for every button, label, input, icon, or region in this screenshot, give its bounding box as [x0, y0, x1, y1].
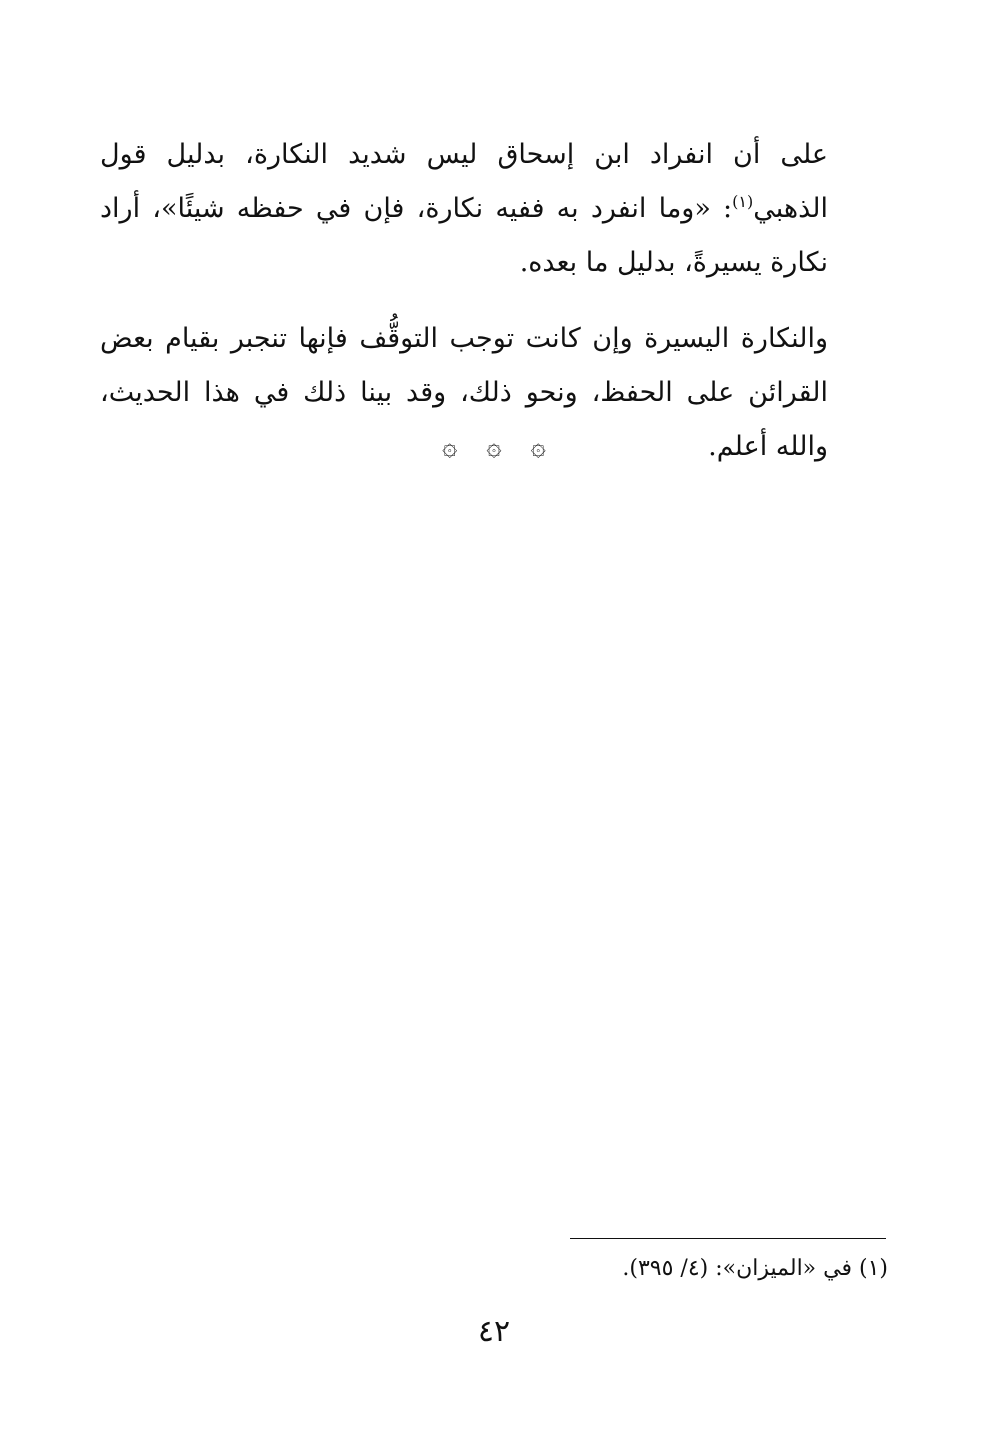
footnote-divider	[570, 1238, 886, 1239]
main-text	[100, 128, 828, 474]
footnote-marker: (١)	[732, 192, 754, 211]
section-divider-ornaments	[0, 432, 988, 462]
ornament-icon: ۞	[530, 432, 546, 462]
ornament-icon: ۞	[442, 432, 458, 462]
footnote	[520, 1252, 888, 1286]
page-number: ٤٢	[477, 1314, 511, 1349]
paragraph-2-text: والنكارة اليسيرة وإن كانت توجب التوقُّف فإنها تنجبر بقيام بعض القرائن على الحفظ، ونحو ذلك، وقد بينا ذلك في هذا الحديث، والله أعلم.	[100, 323, 828, 462]
paragraph-1-text-before-note: على أن انفراد ابن إسحاق ليس شديد النكارة، بدليل قول الذهبي	[100, 139, 828, 224]
footnote-text: (١) في «الميزان»: (٤/ ٣٩٥).	[622, 1256, 888, 1281]
paragraph-1-text-after-note: : «وما انفرد به ففيه نكارة، فإن في حفظه شيئًا»، أراد نكارة يسيرةً، بدليل ما بعده.	[100, 193, 828, 278]
paragraph-1	[100, 128, 828, 290]
ornament-icon: ۞	[486, 432, 502, 462]
